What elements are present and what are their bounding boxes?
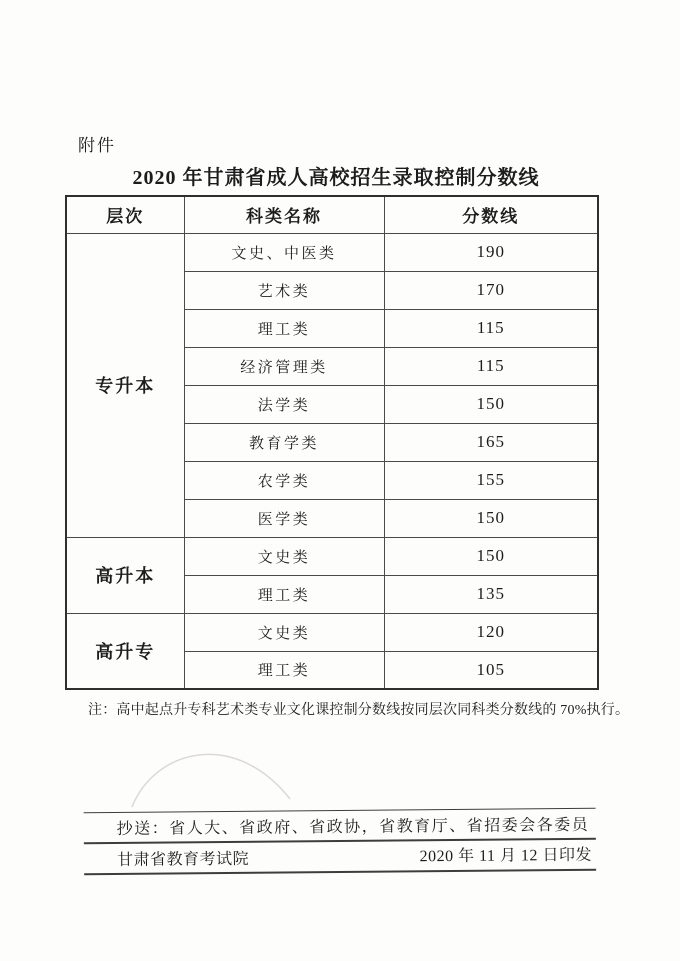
category-cell: 文史、中医类 [184,233,384,271]
table-row [66,233,598,271]
score-cell: 165 [384,423,598,461]
category-cell: 法学类 [184,385,384,423]
score-cell: 170 [384,271,598,309]
category-cell: 艺术类 [184,271,384,309]
table-row [66,613,598,651]
attachment-label: 附件 [78,136,116,155]
category-cell: 医学类 [184,499,384,537]
category-cell: 经济管理类 [184,347,384,385]
score-cell: 150 [384,537,598,575]
footnote: 注：高中起点升专科艺术类专业文化课控制分数线按同层次同科类分数线的 70%执行。 [88,703,630,718]
col-header-level: 层次 [66,196,184,233]
score-cell: 190 [384,233,598,271]
category-cell: 理工类 [184,651,384,689]
cc-line: 抄送：省人大、省政府、省政协，省教育厅、省招委会各委员 [116,816,590,838]
score-cell: 150 [384,385,598,423]
score-table [65,195,599,690]
col-header-category: 科类名称 [184,196,384,233]
score-cell: 115 [384,347,598,385]
score-cell: 120 [384,613,598,651]
table-header-row [66,196,598,233]
footer-divider-bottom [84,869,596,875]
category-cell: 农学类 [184,461,384,499]
category-cell: 理工类 [184,575,384,613]
page-title: 2020 年甘肃省成人高校招生录取控制分数线 [132,167,540,189]
score-cell: 115 [384,309,598,347]
score-cell: 105 [384,651,598,689]
category-cell: 文史类 [184,613,384,651]
score-cell: 155 [384,461,598,499]
col-header-score: 分数线 [384,196,598,233]
score-cell: 135 [384,575,598,613]
category-cell: 文史类 [184,537,384,575]
level-cell-gaoshengzhuan: 高升专 [66,613,184,689]
print-date: 2020 年 11 月 12 日印发 [419,846,593,866]
score-cell: 150 [384,499,598,537]
level-cell-gaoshengben: 高升本 [66,537,184,613]
category-cell: 教育学类 [184,423,384,461]
issuer-name: 甘肃省教育考试院 [116,850,250,869]
level-cell-zhuanshengben: 专升本 [66,233,184,537]
footer-block [0,797,680,913]
table-row [66,537,598,575]
category-cell: 理工类 [184,309,384,347]
